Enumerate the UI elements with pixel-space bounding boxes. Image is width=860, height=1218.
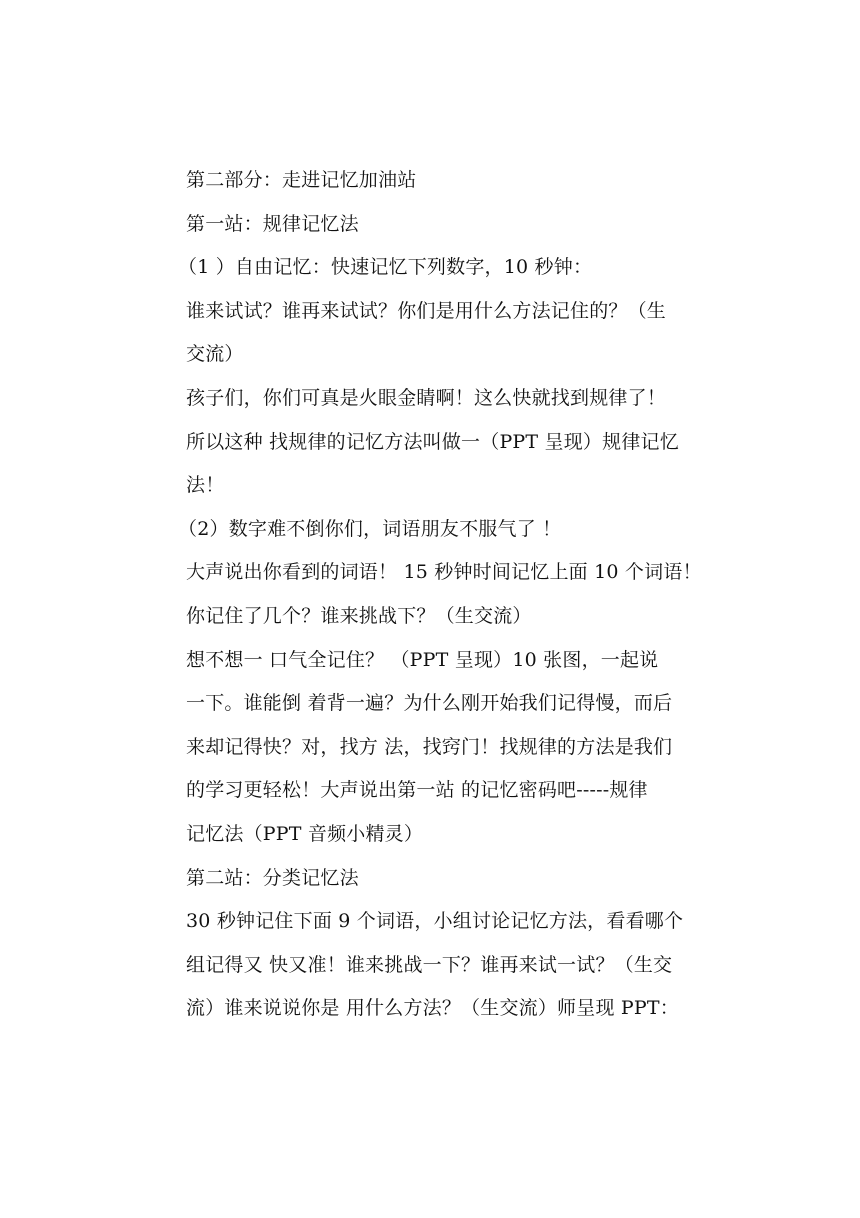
section-heading: 第二部分：走进记忆加油站: [186, 169, 417, 191]
paragraph-line: 流）谁来说说你是 用什么方法？（生交流）师呈现 PPT：: [186, 997, 679, 1020]
paragraph-line: 一下。谁能倒 着背一遍？为什么刚开始我们记得慢，而后: [186, 692, 673, 715]
paragraph-line: 来却记得快？对，找方 法，找窍门！找规律的方法是我们: [186, 735, 673, 758]
paragraph-line: 交流）: [186, 343, 244, 366]
paragraph-line: 30 秒钟记住下面 9 个词语，小组讨论记忆方法，看看哪个: [186, 910, 684, 933]
paragraph-line: 的学习更轻松！大声说出第一站 的记忆密码吧-----规律: [186, 779, 648, 802]
paragraph-line: 想不想一 口气全记住？ （PPT 呈现）10 张图，一起说: [186, 648, 659, 671]
paragraph-line: 你记住了几个？谁来挑战下？（生交流）: [186, 604, 532, 627]
paragraph-line: 记忆法（PPT 音频小精灵）: [186, 822, 424, 845]
paragraph-line: 谁来试试？谁再来试试？你们是用什么方法记住的？（生: [186, 299, 667, 322]
paragraph-line: （1 ）自由记忆：快速记忆下列数字，10 秒钟：: [178, 256, 593, 279]
station-one-heading: 第一站：规律记忆法: [186, 212, 359, 235]
paragraph-line: 法！: [186, 474, 225, 497]
station-two-heading: 第二站：分类记忆法: [186, 866, 359, 889]
paragraph-line: 大声说出你看到的词语！ 15 秒钟时间记忆上面 10 个词语！: [186, 561, 702, 584]
paragraph-line: 孩子们，你们可真是火眼金睛啊！这么快就找到规律了！: [186, 386, 667, 409]
paragraph-line: 组记得又 快又准！谁来挑战一下？谁再来试一试？（生交: [186, 953, 673, 976]
document-body: [178, 162, 706, 1034]
paragraph-line: （2）数字难不倒你们，词语朋友不服气了 ！: [178, 517, 562, 540]
paragraph-line: 所以这种 找规律的记忆方法叫做一（PPT 呈现）规律记忆: [186, 430, 679, 453]
